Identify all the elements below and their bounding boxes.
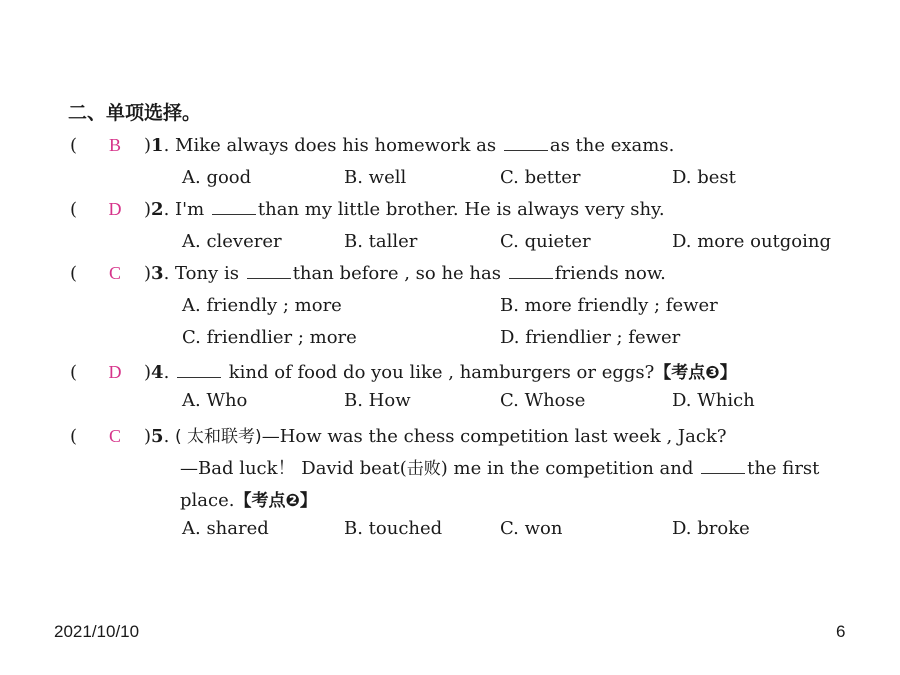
page-number: 6 bbox=[836, 622, 846, 641]
line-2-cn: 击败 bbox=[406, 459, 441, 479]
option-d: D. best bbox=[672, 167, 736, 188]
question-4-text: kind of food do you like , hamburgers or eggs? bbox=[228, 362, 655, 383]
answer-blank bbox=[247, 264, 291, 279]
option-a: A. good bbox=[182, 167, 252, 188]
question-number-4: 4 bbox=[151, 362, 164, 383]
option-b: B. How bbox=[344, 390, 411, 411]
line-2-mid: ) me in the competition and bbox=[440, 458, 694, 479]
question-5-line-2 bbox=[180, 454, 819, 480]
question-5: ( C )5. ( 太和联考)—How was the chess competition last week , Jack? bbox=[70, 426, 727, 447]
option-d: D. broke bbox=[672, 518, 750, 539]
option-b: B. taller bbox=[344, 231, 418, 252]
question-3: ( C )3. Tony is than before , so he has friends now. bbox=[70, 263, 666, 284]
option-c: C. won bbox=[500, 518, 563, 539]
option-c: C. friendlier ; more bbox=[182, 327, 357, 348]
question-3-text-pre: Tony is bbox=[175, 263, 239, 284]
question-3-text-mid: than before , so he has bbox=[292, 263, 501, 284]
option-a: A. shared bbox=[182, 518, 269, 539]
answer-blank bbox=[212, 200, 256, 215]
line-2-pre: —Bad luck！ David beat( bbox=[180, 458, 407, 479]
key-point-tag: 【考点❸】 bbox=[654, 363, 737, 383]
key-point-tag: 【考点❷】 bbox=[234, 491, 317, 511]
option-a: A. cleverer bbox=[182, 231, 282, 252]
question-1-text-post: as the exams. bbox=[549, 135, 675, 156]
question-5-line-1: —How was the chess competition last week , Jack? bbox=[261, 426, 727, 447]
option-b: B. more friendly ; fewer bbox=[500, 295, 718, 316]
section-title: 二、单项选择。 bbox=[68, 102, 202, 124]
option-d: D. friendlier ; fewer bbox=[500, 327, 681, 348]
question-number-2: 2 bbox=[151, 199, 164, 220]
option-b: B. well bbox=[344, 167, 407, 188]
question-5-line-3 bbox=[180, 486, 317, 511]
line-3-text: place. bbox=[180, 490, 235, 511]
option-a: A. friendly ; more bbox=[182, 295, 342, 316]
question-number-5: 5 bbox=[151, 426, 164, 447]
answer-5: C bbox=[108, 426, 121, 446]
option-c: C. quieter bbox=[500, 231, 591, 252]
question-source: ( 太和联考) bbox=[175, 427, 262, 447]
question-number-3: 3 bbox=[151, 263, 164, 284]
option-c: C. better bbox=[500, 167, 581, 188]
question-2: ( D )2. I'm than my little brother. He is always very shy. bbox=[70, 199, 665, 220]
option-a: A. Who bbox=[182, 390, 248, 411]
answer-blank bbox=[701, 459, 745, 474]
question-4: ( D )4. kind of food do you like , hamburgers or eggs?【考点❸】 bbox=[70, 362, 737, 383]
answer-blank bbox=[509, 264, 553, 279]
answer-blank bbox=[504, 136, 548, 151]
option-b: B. touched bbox=[344, 518, 443, 539]
option-d: D. Which bbox=[672, 390, 755, 411]
option-d: D. more outgoing bbox=[672, 231, 832, 252]
question-1: ( B )1. Mike always does his homework as as the exams. bbox=[70, 135, 675, 156]
answer-3: C bbox=[108, 263, 121, 283]
answer-2: D bbox=[108, 199, 122, 219]
option-c: C. Whose bbox=[500, 390, 586, 411]
question-2-text-pre: I'm bbox=[175, 199, 205, 220]
footer-date: 2021/10/10 bbox=[54, 622, 140, 641]
answer-blank bbox=[177, 363, 221, 378]
question-1-text-pre: Mike always does his homework as bbox=[175, 135, 497, 156]
question-number-1: 1 bbox=[151, 135, 164, 156]
question-2-text-post: than my little brother. He is always very shy. bbox=[257, 199, 665, 220]
question-3-text-post: friends now. bbox=[554, 263, 666, 284]
line-2-post: the first bbox=[747, 458, 820, 479]
answer-1: B bbox=[108, 135, 121, 155]
answer-4: D bbox=[108, 362, 122, 382]
